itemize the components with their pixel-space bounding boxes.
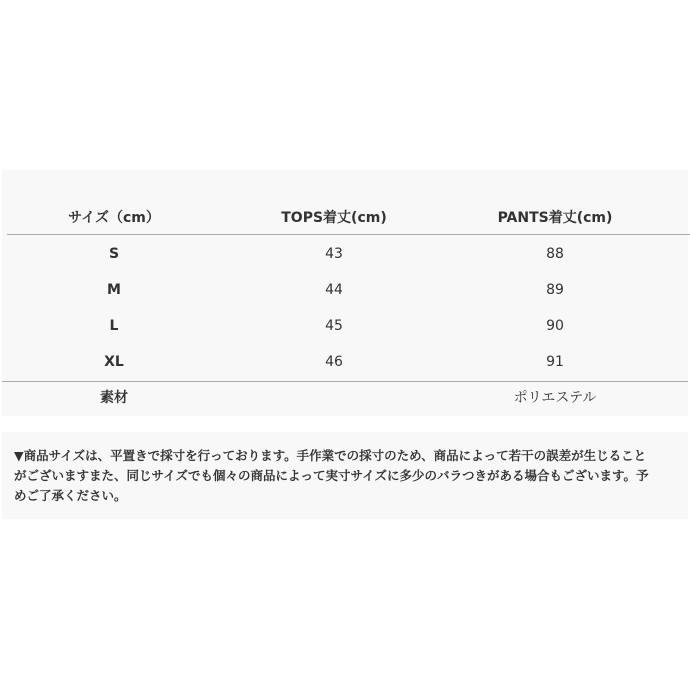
size-label: XL	[104, 354, 124, 370]
tops-length-value: 46	[325, 354, 343, 370]
pants-length-value: 88	[546, 246, 564, 262]
table-row	[2, 272, 688, 308]
header-divider	[7, 234, 690, 235]
pants-length-value: 89	[546, 282, 564, 298]
size-note-panel	[2, 432, 688, 519]
pants-length-value: 90	[546, 318, 564, 334]
table-header-row	[2, 200, 688, 236]
size-note-text: ▼商品サイズは、平置きで採寸を行っております。手作業での採寸のため、商品によって若干の誤差が生じることがございますまた、同じサイズでも個々の商品によって実寸サイズに多少のバラつきがある場合もございます。予めご了承ください。	[14, 448, 649, 503]
size-label: L	[109, 318, 119, 334]
table-row	[2, 236, 688, 272]
header-size: サイズ（cm）	[68, 210, 160, 226]
material-value: ポリエステル	[513, 390, 597, 406]
header-tops-length: TOPS着丈(cm)	[281, 210, 387, 226]
tops-length-value: 45	[325, 318, 343, 334]
size-label: S	[108, 246, 120, 262]
material-row	[2, 380, 688, 416]
size-label: M	[107, 282, 121, 298]
material-label: 素材	[100, 390, 128, 406]
tops-length-value: 43	[325, 246, 343, 262]
table-row	[2, 344, 688, 380]
tops-length-value: 44	[325, 282, 343, 298]
header-pants-length: PANTS着丈(cm)	[497, 210, 613, 226]
pants-length-value: 91	[546, 354, 564, 370]
size-table	[2, 170, 688, 416]
table-row	[2, 308, 688, 344]
